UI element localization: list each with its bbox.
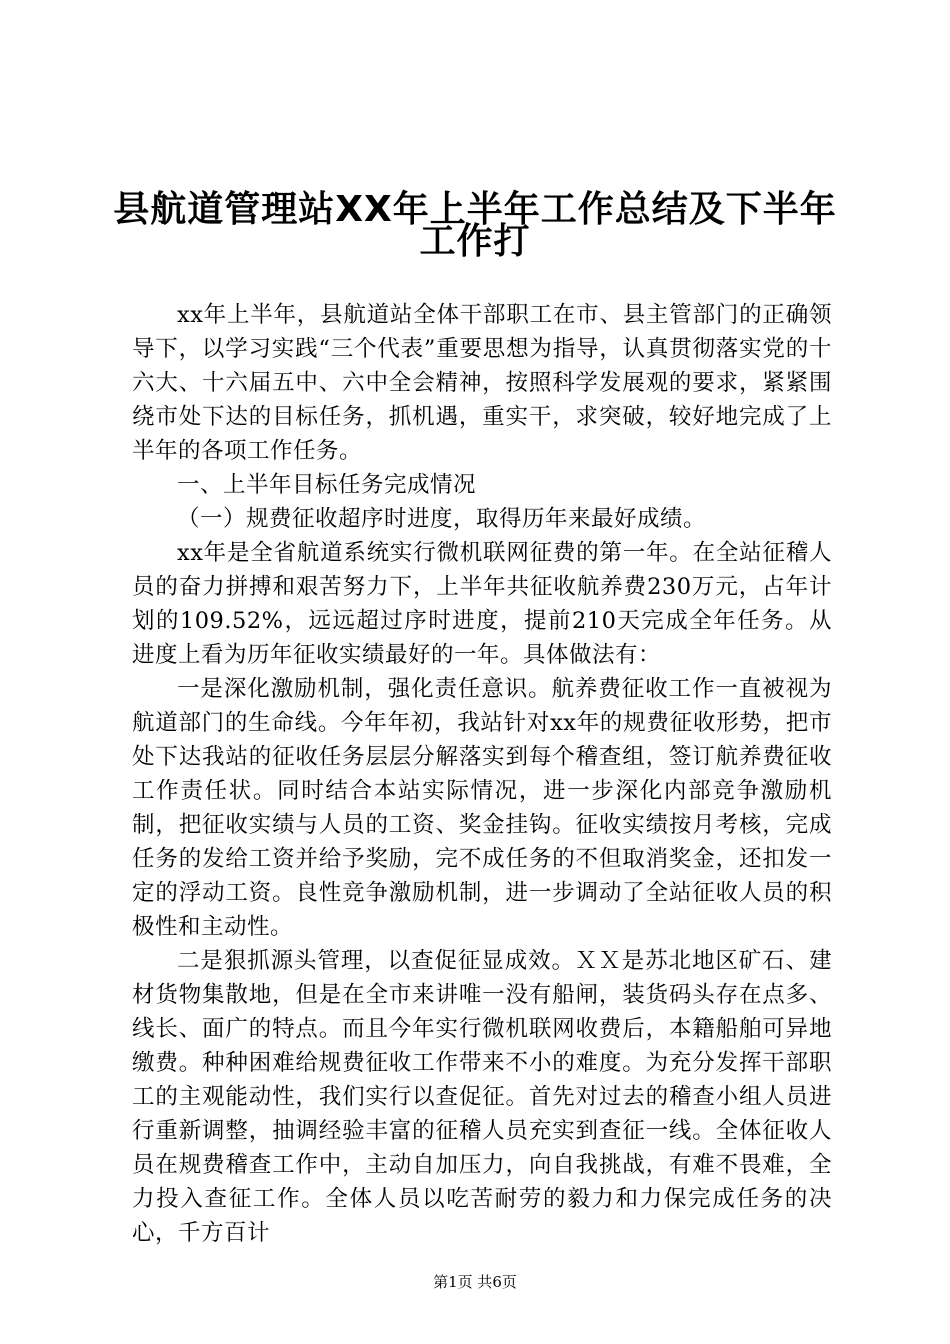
paragraph-fees: xx年是全省航道系统实行微机联网征费的第一年。在全站征稽人员的奋力拼搏和艰苦努力下，上半年共征收航养费230万元，占年计划的109.52%，远远超过序时进度，提前210天完成全年任务。从进度上看为历年征收实绩最好的一年。具体做法有： bbox=[132, 540, 832, 668]
paragraph-intro: xx年上半年，县航道站全体干部职工在市、县主管部门的正确领导下，以学习实践“三个代表”重要思想为指导，认真贯彻落实党的十六大、十六届五中、六中全会精神，按照科学发展观的要求，紧紧围绕市处下达的目标任务，抓机遇，重实干，求突破，较好地完成了上半年的各项工作任务。 bbox=[132, 302, 832, 464]
document-body bbox=[132, 298, 832, 1250]
section-heading-1: 一、上半年目标任务完成情况 bbox=[177, 472, 477, 498]
paragraph-measure-1: 一是深化激励机制，强化责任意识。航养费征收工作一直被视为航道部门的生命线。今年年初，我站针对xx年的规费征收形势，把市处下达我站的征收任务层层分解落实到每个稽查组，签订航养费征收工作责任状。同时结合本站实际情况，进一步深化内部竞争激励机制，把征收实绩与人员的工资、奖金挂钩。征收实绩按月考核，完成任务的发给工资并给予奖励，完不成任务的不但取消奖金，还扣发一定的浮动工资。良性竞争激励机制，进一步调动了全站征收人员的积极性和主动性。 bbox=[132, 676, 832, 940]
page-footer: 第1页 共6页 bbox=[433, 1273, 517, 1291]
document-title-line-2: 工作打 bbox=[419, 221, 531, 262]
paragraph-measure-2: 二是狠抓源头管理，以查促征显成效。ＸＸ是苏北地区矿石、建材货物集散地，但是在全市来讲唯一没有船闸，装货码头存在点多、线长、面广的特点。而且今年实行微机联网收费后，本籍船舶可异地缴费。种种困难给规费征收工作带来不小的难度。为充分发挥干部职工的主观能动性，我们实行以查促征。首先对过去的稽查小组人员进行重新调整，抽调经验丰富的征稽人员充实到查征一线。全体征收人员在规费稽查工作中，主动自加压力，向自我挑战，有难不畏难，全力投入查征工作。全体人员以吃苦耐劳的毅力和力保完成任务的决心，千方百计 bbox=[132, 948, 832, 1246]
document-title-line-1: 县航道管理站XX年上半年工作总结及下半年 bbox=[113, 189, 837, 230]
subsection-heading-1: （一）规费征收超序时进度，取得历年来最好成绩。 bbox=[177, 506, 707, 532]
